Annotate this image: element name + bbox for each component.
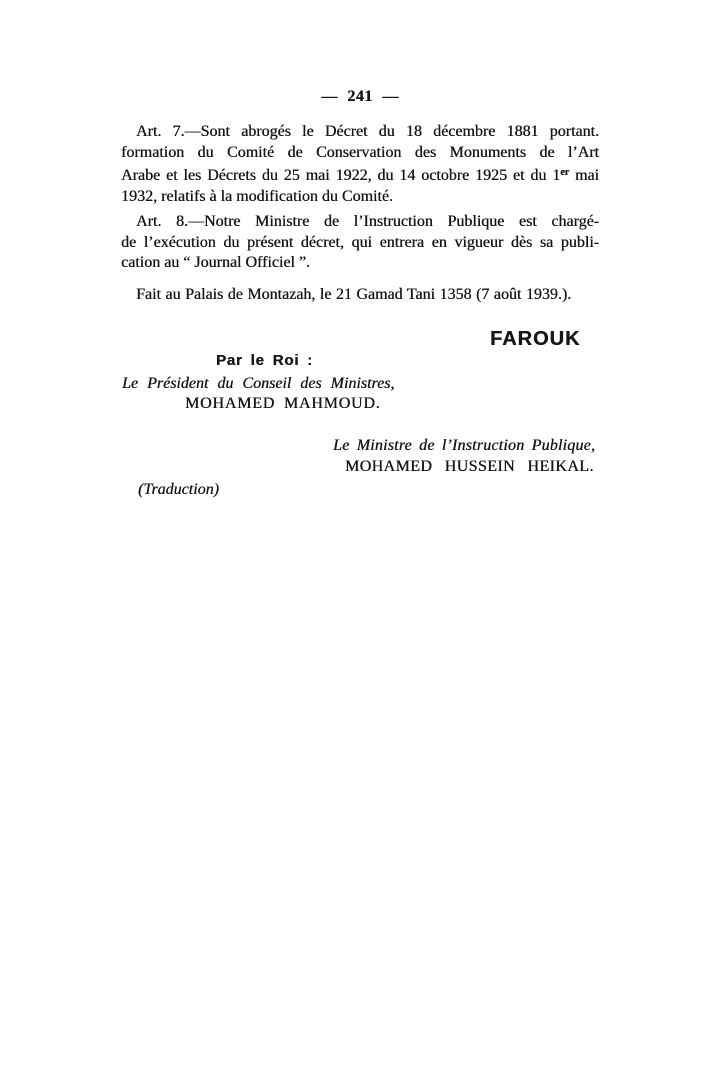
king-signature: FAROUK xyxy=(490,328,581,350)
article-7-line-4: 1932, relatifs à la modification du Comité. xyxy=(121,188,393,206)
minister-signature: MOHAMED HUSSEIN HEIKAL. xyxy=(345,458,594,475)
article-8-line-2: de l’exécution du présent décret, qui entrera en vigueur dès sa publi- xyxy=(121,233,599,251)
article-7-line-3-text: Arabe et les Décrets du 25 mai 1922, du 14 octobre 1925 et du 1 xyxy=(121,167,561,185)
traduction-label: (Traduction) xyxy=(138,481,219,498)
article-7-line-3 xyxy=(121,163,599,187)
article-8-paragraph xyxy=(121,212,599,274)
president-signature: MOHAMED MAHMOUD. xyxy=(185,395,381,412)
ordinal-superscript: er xyxy=(560,167,570,179)
article-7-line-3-tail: mai xyxy=(569,167,600,185)
article-8-line-1: Art. 8.—Notre Ministre de l’Instruction Publique est chargé- xyxy=(136,213,599,230)
article-7-line-1: Art. 7.—Sont abrogés le Décret du 18 décembre 1881 portant. xyxy=(136,123,599,140)
president-title: Le Président du Conseil des Ministres, xyxy=(122,375,395,392)
dateline: Fait au Palais de Montazah, le 21 Gamad Tani 1358 (7 août 1939.). xyxy=(136,286,572,303)
minister-title: Le Ministre de l’Instruction Publique, xyxy=(333,437,596,454)
article-7-paragraph xyxy=(121,122,599,208)
article-8-line-3: cation au “ Journal Officiel ”. xyxy=(121,254,310,272)
par-le-roi-heading: Par le Roi : xyxy=(216,352,313,369)
page-number: — 241 — xyxy=(321,88,399,105)
article-7-line-2: formation du Comité de Conservation des Monuments de l’Art xyxy=(121,143,599,161)
